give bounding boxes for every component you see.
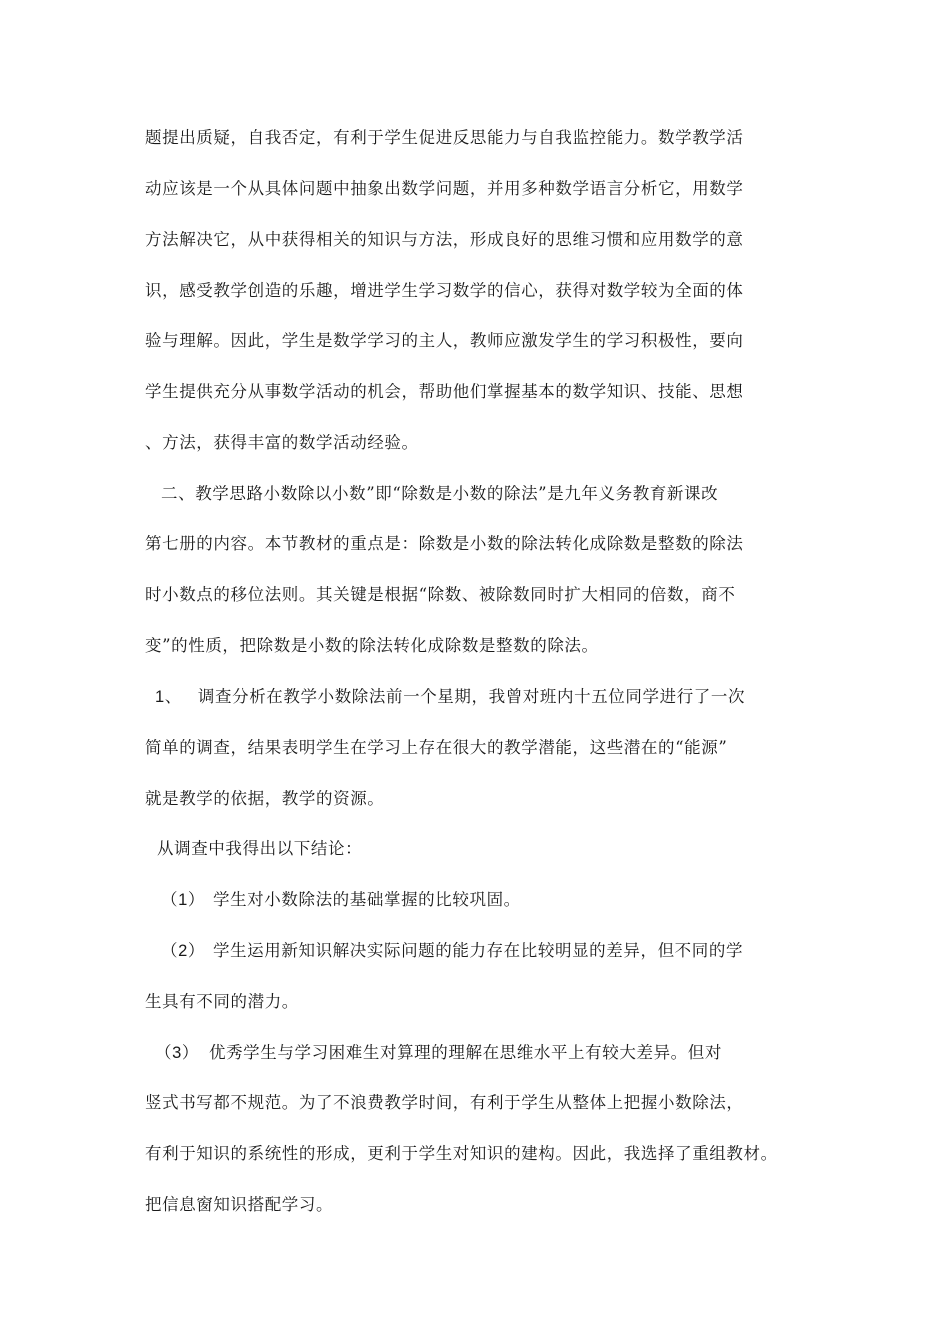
paragraph-line: 第七册的内容。本节教材的重点是：除数是小数的除法转化成除数是整数的除法 <box>145 534 744 553</box>
list-marker: （2） <box>161 942 205 960</box>
paragraph-line: 竖式书写都不规范。为了不浪费教学时间，有利于学生从整体上把握小数除法， <box>145 1093 744 1112</box>
paragraph-line: 方法解决它，从中获得相关的知识与方法，形成良好的思维习惯和应用数学的意 <box>145 230 744 249</box>
paragraph-line: 生具有不同的潜力。 <box>145 992 299 1011</box>
paragraph-line: 把信息窗知识搭配学习。 <box>145 1195 334 1214</box>
paragraph-line: 从调查中我得出以下结论： <box>157 839 363 858</box>
paragraph-line: 动应该是一个从具体问题中抽象出数学问题，并用多种数学语言分析它，用数学 <box>145 179 744 198</box>
list-item <box>155 1040 722 1066</box>
paragraph-line: 验与理解。因此，学生是数学学习的主人，教师应激发学生的学习积极性，要向 <box>145 331 744 350</box>
numbered-item-line <box>155 684 745 710</box>
list-item-text: 调查分析在教学小数除法前一个星期，我曾对班内十五位同学进行了一次 <box>197 687 746 706</box>
list-marker: （3） <box>155 1044 199 1062</box>
paragraph-line: 识，感受教学创造的乐趣，增进学生学习数学的信心，获得对数学较为全面的体 <box>145 281 744 300</box>
section-heading-line: 二、教学思路小数除以小数”即“除数是小数的除法”是九年义务教育新课改 <box>161 484 719 503</box>
list-marker: （1） <box>161 891 205 909</box>
list-marker: 1、 <box>155 688 182 706</box>
paragraph-line: 有利于知识的系统性的形成，更利于学生对知识的建构。因此，我选择了重组教材。 <box>145 1144 778 1163</box>
list-item <box>161 938 743 964</box>
list-item-text: 学生运用新知识解决实际问题的能力存在比较明显的差异，但不同的学 <box>212 941 744 960</box>
paragraph-line: 学生提供充分从事数学活动的机会，帮助他们掌握基本的数学知识、技能、思想 <box>145 382 744 401</box>
paragraph-line: 、方法，获得丰富的数学活动经验。 <box>145 433 419 452</box>
paragraph-line: 简单的调查，结果表明学生在学习上存在很大的教学潜能，这些潜在的“能源” <box>145 738 728 757</box>
paragraph-line: 就是教学的依据，教学的资源。 <box>145 789 385 808</box>
paragraph-line: 题提出质疑，自我否定，有利于学生促进反思能力与自我监控能力。数学教学活 <box>145 128 744 147</box>
list-item-text: 学生对小数除法的基础掌握的比较巩固。 <box>212 890 521 909</box>
list-item-text: 优秀学生与学习困难生对算理的理解在思维水平上有较大差异。但对 <box>208 1043 722 1062</box>
paragraph-line: 变”的性质，把除数是小数的除法转化成除数是整数的除法。 <box>145 636 599 655</box>
paragraph-line: 时小数点的移位法则。其关键是根据“除数、被除数同时扩大相同的倍数，商不 <box>145 585 736 604</box>
list-item <box>161 887 521 913</box>
